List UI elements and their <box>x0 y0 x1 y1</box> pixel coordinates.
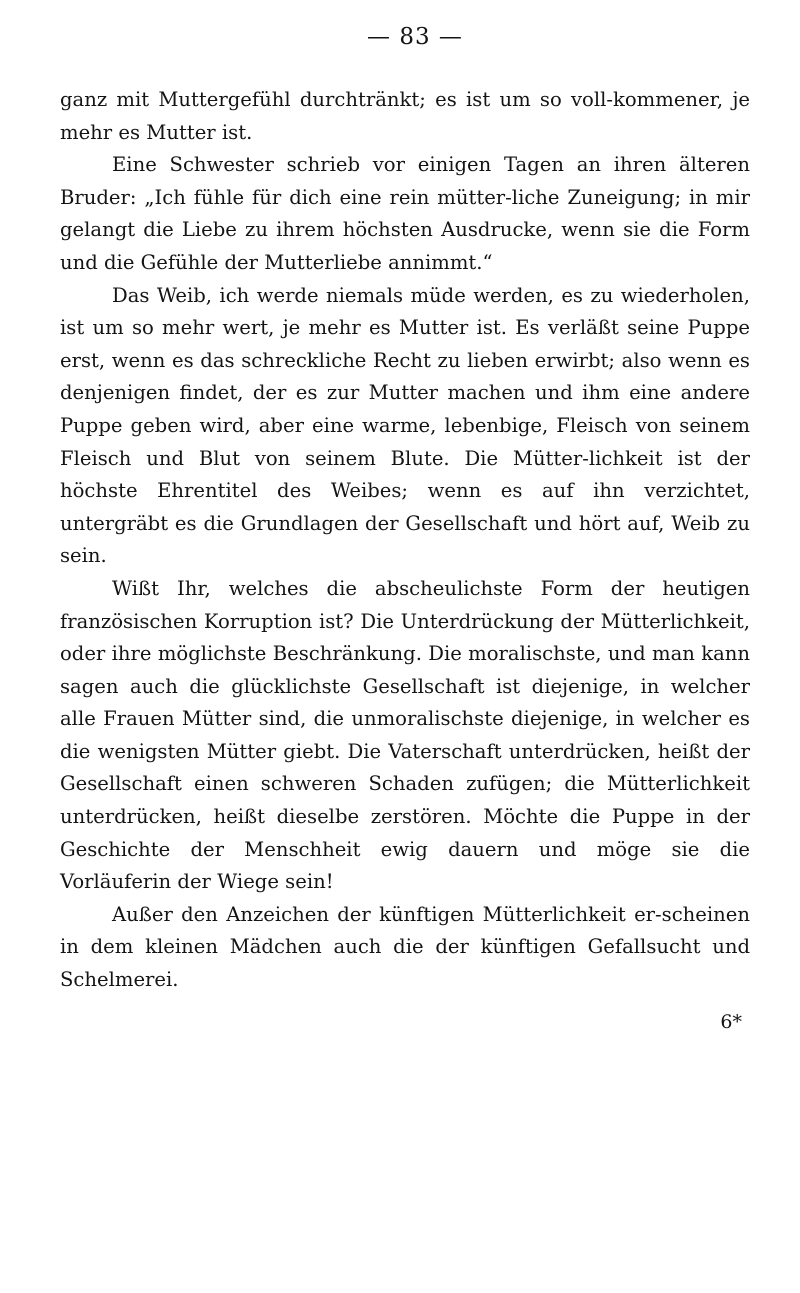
paragraph-4: Wißt Ihr, welches die abscheulichste Form der heutigen französischen Korruption ist? Die Unterdrückung der Mütterlichkeit, oder ihre möglichste Beschränkung. Die moralischste, und man kann sagen auch die glücklichste Gesellschaft ist diejenige, in welcher alle Frauen Mütter sind, die unmoralischste diejenige, in welcher es die wenigsten Mütter giebt. Die Vaterschaft unterdrücken, heißt der Gesellschaft einen schweren Schaden zufügen; die Mütterlichkeit unterdrücken, heißt dieselbe zerstören. Möchte die Puppe in der Geschichte der Menschheit ewig dauern und möge sie die Vorläuferin der Wiege sein! <box>60 576 750 894</box>
paragraph-3: Das Weib, ich werde niemals müde werden, es zu wiederholen, ist um so mehr wert, je mehr es Mutter ist. Es verläßt seine Puppe erst, wenn es das schreckliche Recht zu lieben erwirbt; also wenn es denjenigen findet, der es zur Mutter machen und ihm eine andere Puppe geben wird, aber eine warme, lebenbige, Fleisch von seinem Fleisch und Blut von seinem Blute. Die Mütter-lichkeit ist der höchste Ehrentitel des Weibes; wenn es auf ihn verzichtet, untergräbt es die Grundlagen der Gesellschaft und hört auf, Weib zu sein. <box>60 283 750 568</box>
printer-signature-mark: 6* <box>720 1010 742 1033</box>
body-text <box>60 84 750 997</box>
page-number: — 83 — <box>367 24 463 50</box>
paragraph-5: Außer den Anzeichen der künftigen Mütterlichkeit er-scheinen in dem kleinen Mädchen auch die der künftigen Gefallsucht und Schelmerei. <box>60 902 750 992</box>
paragraph-1: ganz mit Muttergefühl durchtränkt; es ist um so voll-kommener, je mehr es Mutter ist. <box>60 88 750 144</box>
paragraph-2: Eine Schwester schrieb vor einigen Tagen an ihren älteren Bruder: „Ich fühle für dich eine rein mütter-liche Zuneigung; in mir gelangt die Liebe zu ihrem höchsten Ausdrucke, wenn sie die Form und die Gefühle der Mutterliebe annimmt.“ <box>60 153 750 274</box>
book-page <box>60 18 750 1033</box>
